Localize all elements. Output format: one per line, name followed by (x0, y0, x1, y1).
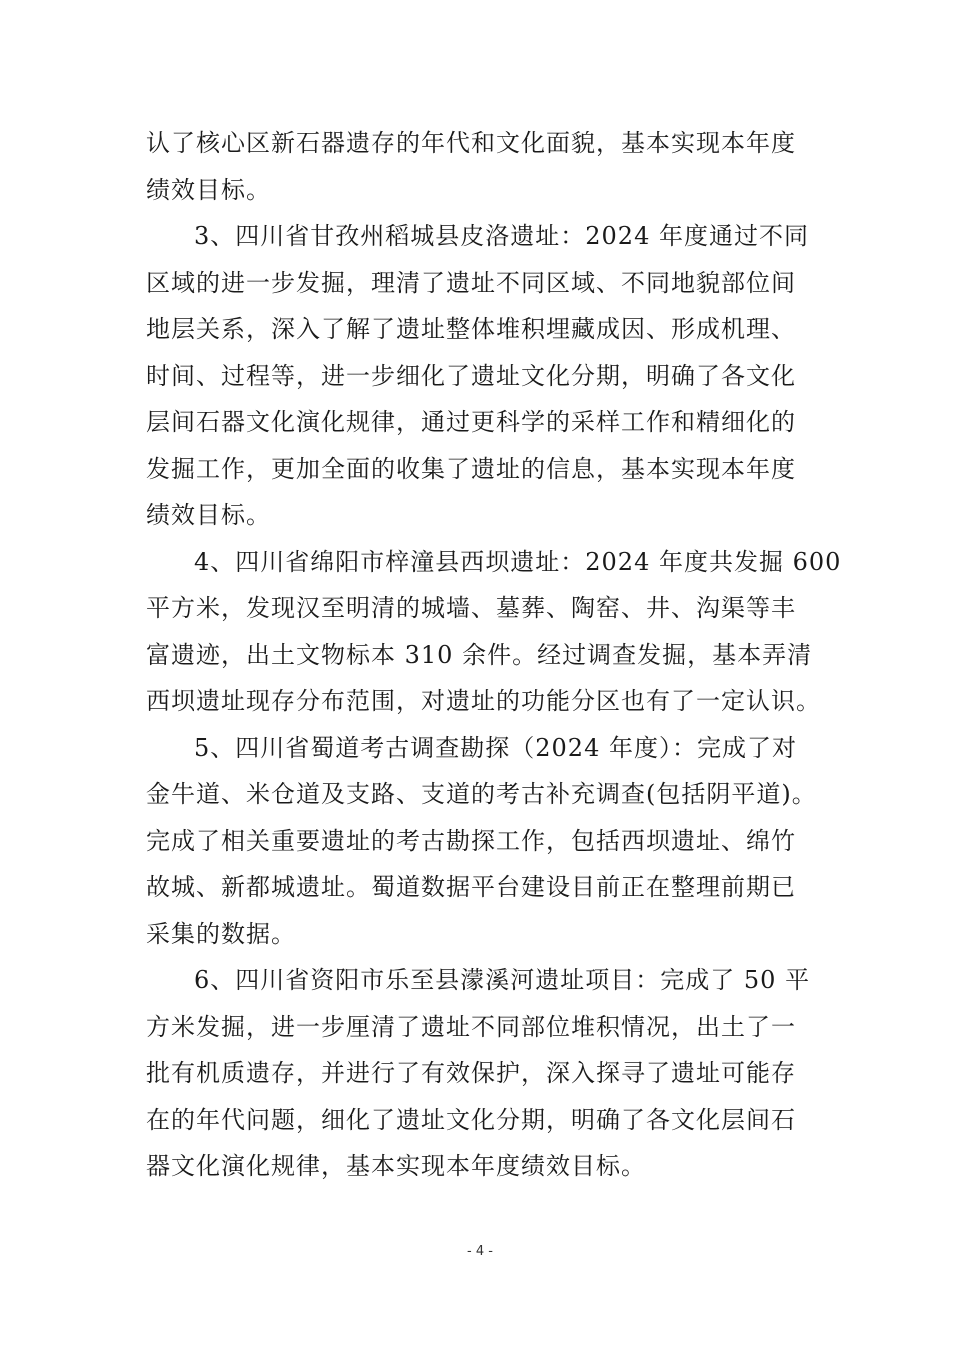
paragraph-6-start: 6、四川省资阳市乐至县濛溪河遗址项目：完成了 50 平 (194, 966, 811, 994)
text-line: 完成了相关重要遗址的考古勘探工作，包括西坝遗址、绵竹 (146, 826, 796, 855)
text-line: 批有机质遗存，并进行了有效保护，深入探寻了遗址可能存 (146, 1059, 796, 1087)
text-line: 金牛道、米仓道及支路、支道的考古补充调查(包括阴平道)。 (146, 780, 817, 808)
paragraph-4-start: 4、四川省绵阳市梓潼县西坝遗址：2024 年度共发掘 600 (194, 547, 842, 576)
text-line: 认了核心区新石器遗存的年代和文化面貌，基本实现本年度 (146, 129, 796, 157)
text-line: 西坝遗址现存分布范围，对遗址的功能分区也有了一定认识。 (146, 687, 821, 715)
text-line: 层间石器文化演化规律，通过更科学的采样工作和精细化的 (146, 408, 796, 436)
text-line: 绩效目标。 (146, 175, 271, 204)
text-line: 时间、过程等，进一步细化了遗址文化分期，明确了各文化 (146, 361, 796, 390)
text-line: 区域的进一步发掘，理清了遗址不同区域、不同地貌部位间 (146, 268, 796, 297)
text-line: 富遗迹，出土文物标本 310 余件。经过调查发掘，基本弄清 (146, 640, 813, 669)
body-text (146, 120, 842, 1190)
text-line: 器文化演化规律，基本实现本年度绩效目标。 (146, 1152, 646, 1180)
page-number: - 4 - (467, 1244, 493, 1259)
text-line: 采集的数据。 (146, 919, 296, 948)
text-line: 方米发掘，进一步厘清了遗址不同部位堆积情况，出土了一 (146, 1012, 796, 1041)
paragraph-3-start: 3、四川省甘孜州稻城县皮洛遗址：2024 年度通过不同 (194, 222, 809, 250)
paragraph-5-start: 5、四川省蜀道考古调查勘探（2024 年度）：完成了对 (194, 733, 797, 762)
text-line: 平方米，发现汉至明清的城墙、墓葬、陶窑、井、沟渠等丰 (146, 594, 796, 622)
text-line: 发掘工作，更加全面的收集了遗址的信息，基本实现本年度 (146, 454, 796, 483)
text-line: 故城、新都城遗址。蜀道数据平台建设目前正在整理前期已 (146, 873, 796, 901)
text-line: 在的年代问题，细化了遗址文化分期，明确了各文化层间石 (146, 1105, 796, 1134)
text-line: 绩效目标。 (146, 501, 271, 529)
text-line: 地层关系，深入了解了遗址整体堆积埋藏成因、形成机理、 (146, 315, 796, 343)
